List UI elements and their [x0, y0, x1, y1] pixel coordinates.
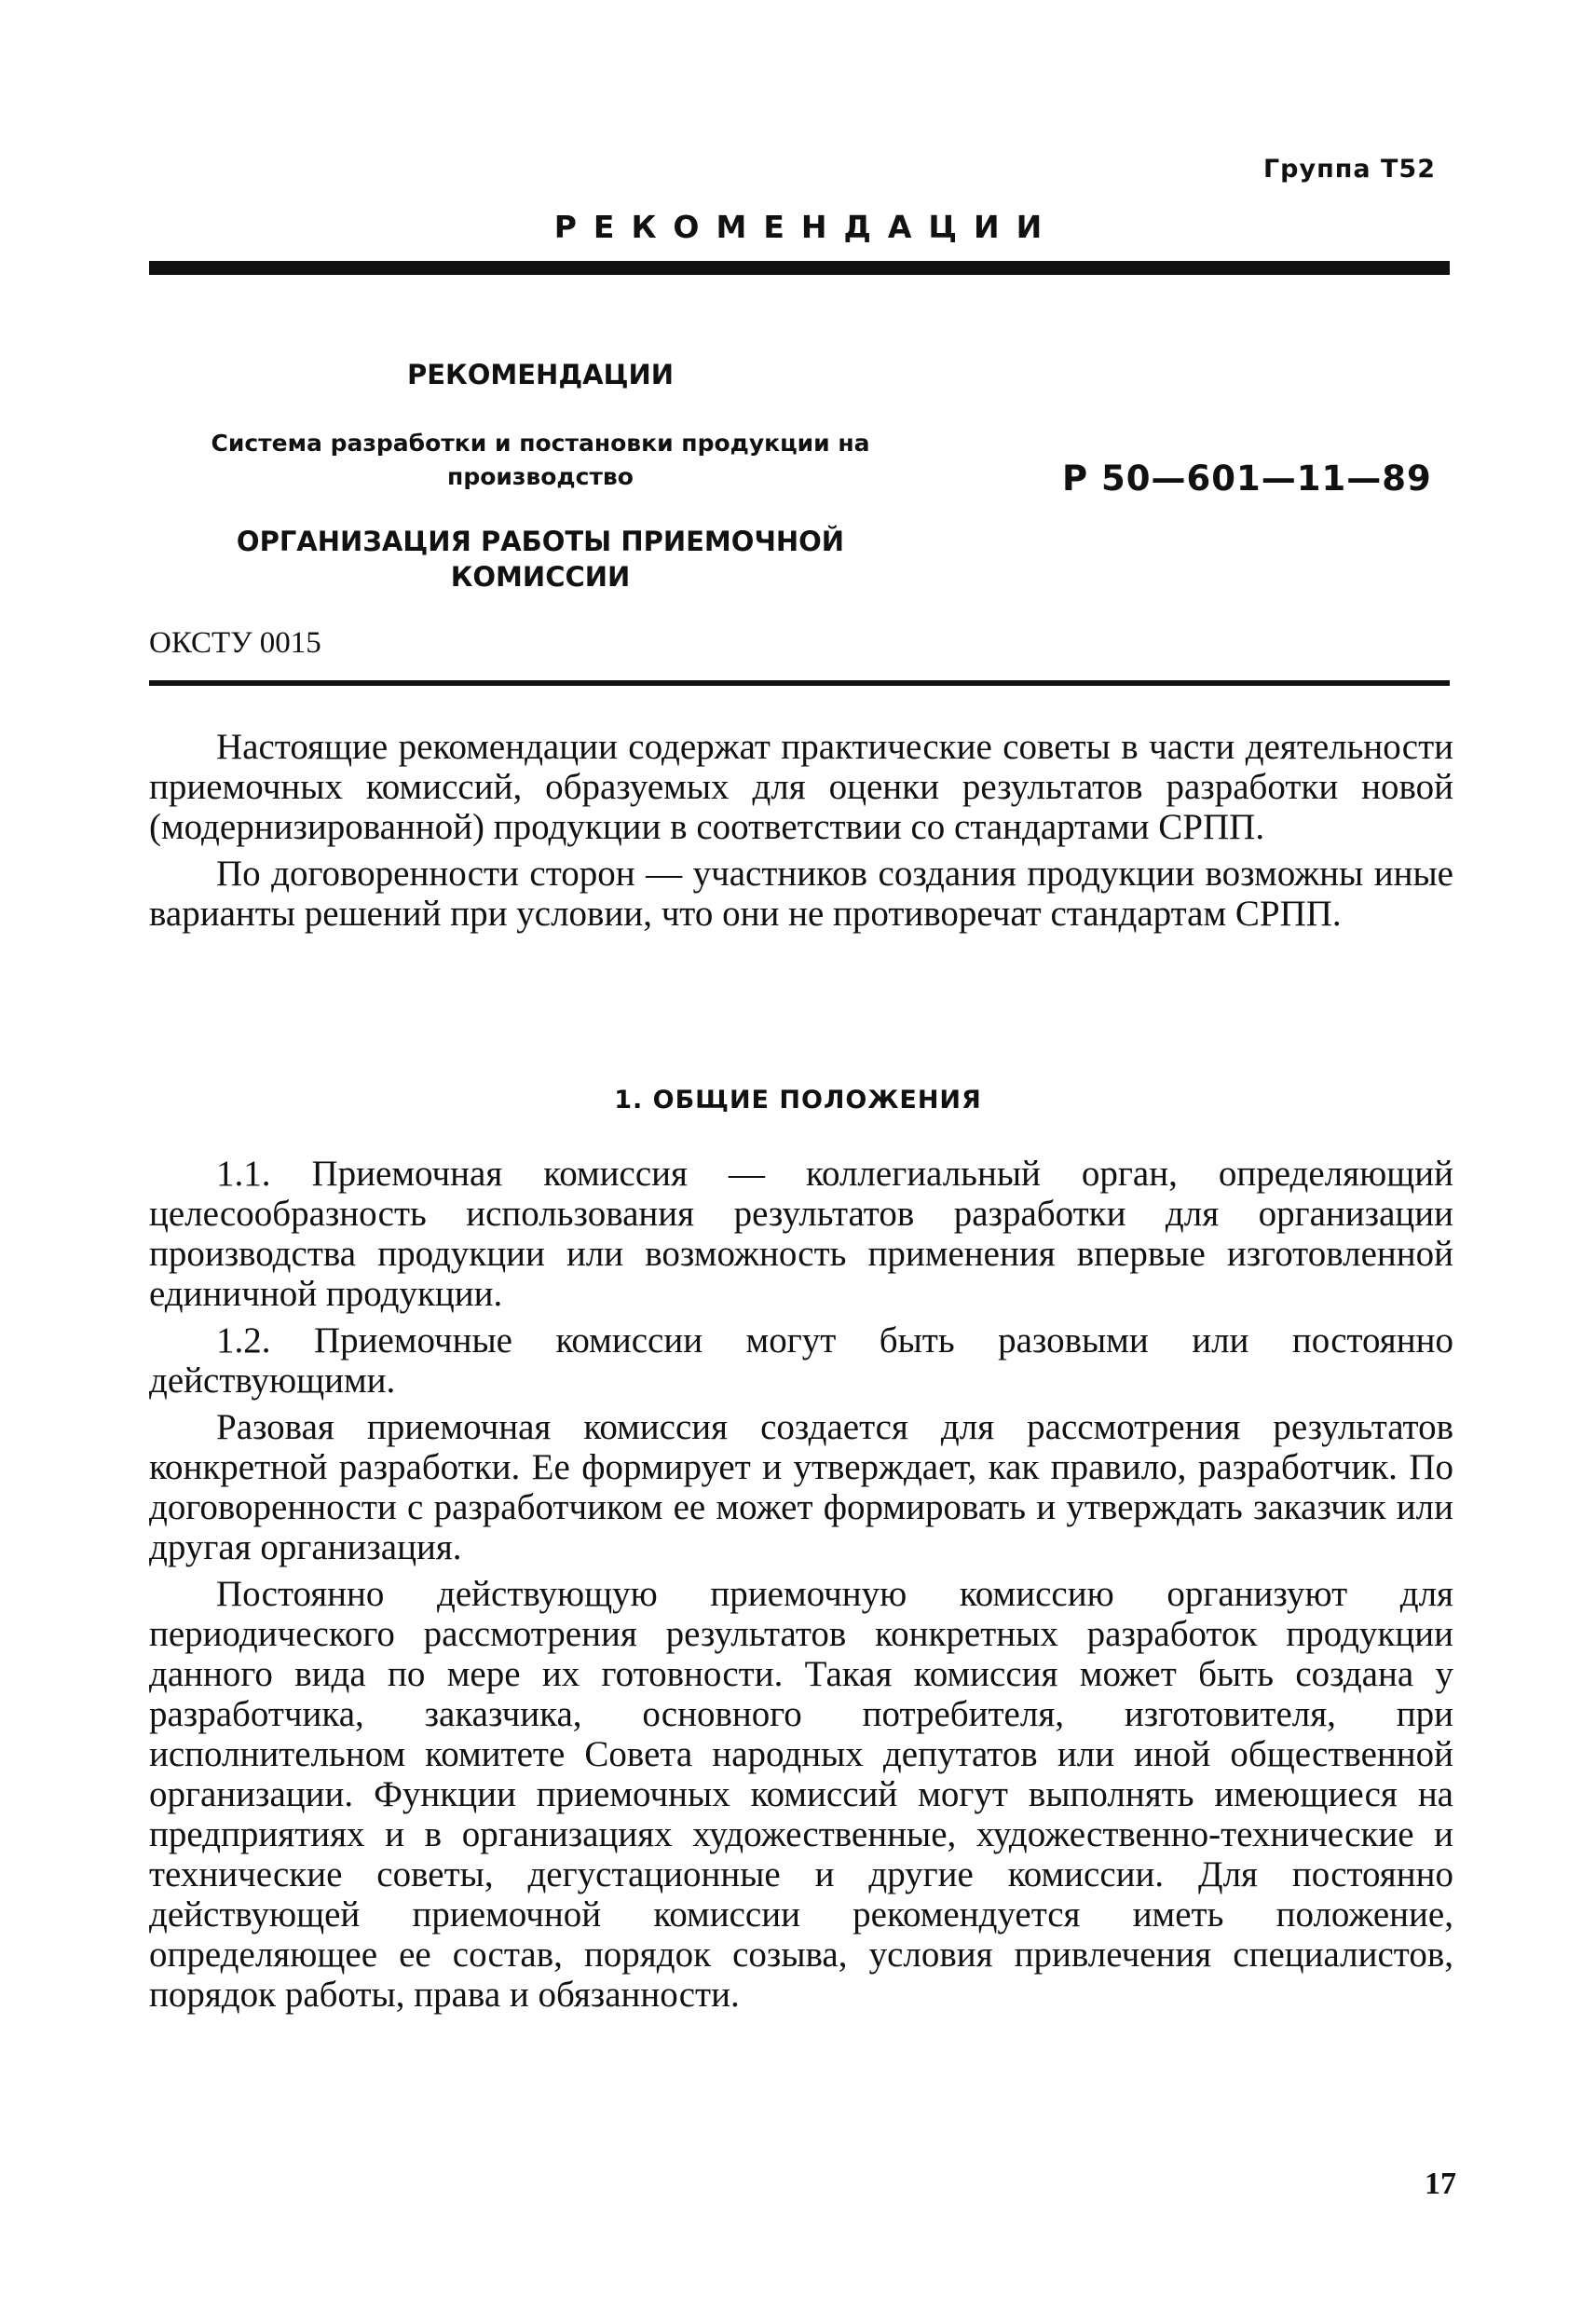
page-number: 17: [1425, 2167, 1456, 2201]
document-type: РЕКОМЕНДАЦИИ: [406, 359, 675, 390]
paragraph-1-1: 1.1. Приемочная комиссия — коллегиальный орган, определяющий целесообразность использования результатов разработки для организации производства продукции или возможность применения впервые изготовленной единичной продукции.: [149, 1154, 1453, 1314]
thick-rule: [149, 261, 1450, 275]
document-title: ОРГАНИЗАЦИЯ РАБОТЫ ПРИЕМОЧНОЙ КОМИССИИ: [236, 526, 845, 593]
group-label: Группа Т52: [1262, 155, 1436, 184]
paragraph-permanent-commission: Постоянно действующую приемочную комиссию организуют для периодического рассмотрения результатов конкретных разработок продукции данного вида по мере их готовности. Такая комиссия может быть создана у разработчика, заказчика, основного потребителя, изготовителя, при исполнительном комитете Совета народных депутатов или иной общественной организации. Функции приемочных комиссий могут выполнять имеющиеся на предприятиях и в организациях художественные, художественно-технические и технические советы, дегустационные и другие комиссии. Для постоянно действующей приемочной комиссии рекомендуется иметь положение, определяющее ее состав, порядок созыва, условия привлечения специалистов, порядок работы, права и обязанности.: [149, 1574, 1453, 2015]
banner-heading: РЕКОМЕНДАЦИИ: [553, 209, 1059, 245]
section-heading: 1. ОБЩИЕ ПОЛОЖЕНИЯ: [614, 1086, 982, 1114]
intro-paragraph: Настоящие рекомендации содержат практические советы в части деятельности приемочных комиссий, образуемых для оценки результатов разработки новой (модернизированной) продукции в соответствии со стандартами СРПП.: [149, 727, 1453, 847]
paragraph-one-time-commission: Разовая приемочная комиссия создается для рассмотрения результатов конкретной разработки. Ее формирует и утверждает, как правило, разработчик. По договоренности с разработчиком ее может формировать и утверждать заказчик или другая организация.: [149, 1407, 1453, 1567]
okstu-code: ОКСТУ 0015: [149, 626, 321, 660]
document-designation: Р 50—601—11—89: [1062, 458, 1432, 499]
paragraph-1-2: 1.2. Приемочные комиссии могут быть разовыми или постоянно действующими.: [149, 1320, 1453, 1401]
intro-section: [149, 727, 1453, 940]
document-subtitle: Система разработки и постановки продукции на производство: [211, 430, 870, 490]
thin-rule: [149, 680, 1450, 686]
intro-paragraph: По договоренности сторон — участников создания продукции возможны иные варианты решений при условии, что они не противоречат стандартам СРПП.: [149, 854, 1453, 934]
section-body: [149, 1154, 1453, 2021]
